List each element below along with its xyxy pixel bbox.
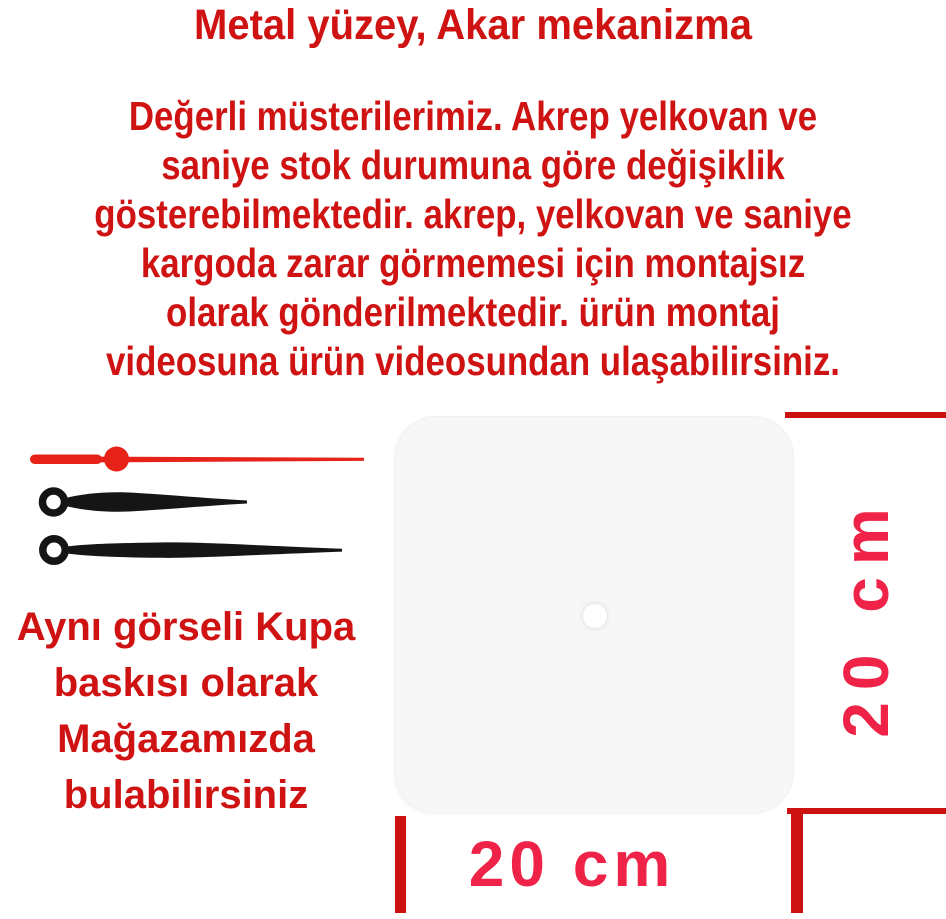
notice-line: saniye stok durumuna göre değişiklik: [161, 142, 785, 188]
height-dimension-label: 20 cm: [830, 496, 902, 738]
second-hand-shaft: [96, 457, 364, 463]
width-dimension-label: 20 cm: [468, 828, 676, 900]
hour-hand-image: [37, 485, 249, 519]
width-dimension-left-tick: [395, 816, 406, 913]
notice-line: olarak gönderilmektedir. ürün montaj: [166, 289, 780, 335]
mug-print-note-line: Aynı görseli Kupa: [16, 605, 356, 649]
second-hand-image: [28, 441, 366, 477]
width-dimension-right-tick: [791, 814, 803, 913]
mug-print-note-line: baskısı olarak: [53, 661, 319, 705]
hour-hand-ring: [43, 491, 65, 513]
mug-print-note-line: Mağazamızda: [57, 717, 315, 761]
clock-face-image: [396, 417, 793, 812]
second-hand-hub: [104, 447, 129, 472]
page-title: Metal yüzey, Akar mekanizma: [194, 1, 752, 49]
notice-line: kargoda zarar görmemesi için montajsız: [140, 240, 806, 286]
second-hand-counterweight: [30, 455, 102, 465]
notice-line: Değerli müsterilerimiz. Akrep yelkovan ve: [128, 93, 818, 139]
center-hole: [583, 604, 607, 628]
minute-hand-ring: [43, 539, 65, 561]
mug-print-note: [0, 599, 372, 823]
notice-line: gösterebilmektedir. akrep, yelkovan ve saniye: [94, 191, 852, 237]
notice-line: videosuna ürün videosundan ulaşabilirsiniz.: [106, 338, 840, 384]
mug-print-note-line: bulabilirsiniz: [63, 773, 309, 817]
height-dimension-top-tick: [785, 412, 946, 418]
hour-hand-blade: [64, 492, 247, 512]
minute-hand-blade: [65, 542, 342, 557]
minute-hand-image: [38, 532, 344, 568]
stock-notice: [71, 92, 875, 386]
height-dimension-bottom-tick: [787, 808, 946, 814]
